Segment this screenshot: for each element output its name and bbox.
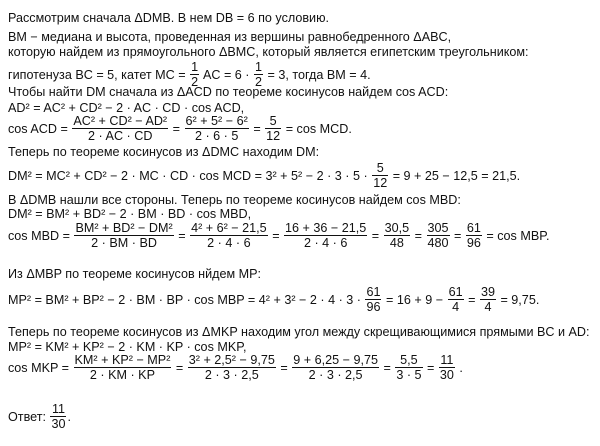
numerator: 61 (466, 221, 481, 235)
equation-line-6: AD² = AC² + CD² − 2 · AC · CD · cos ACD, (8, 101, 245, 115)
equation-line-14 (8, 287, 539, 314)
text-fragment: = (172, 121, 180, 136)
denominator: 12 (373, 176, 388, 190)
numerator: 5,5 (395, 354, 422, 368)
text-fragment: = (383, 360, 391, 375)
text-fragment: гипотенуза BC = 5, катет MC = (8, 67, 186, 82)
text-fragment: MP² = BM² + BP² − 2 · BM · BP · cos MBP = 4² + 3² − 2 · 4 · 3 · (8, 292, 361, 307)
numerator: 39 (480, 285, 495, 299)
numerator: 30,5 (384, 221, 410, 235)
text-fragment: = 16 + 9 − (385, 292, 444, 307)
equation-line-16: MP² = KM² + KP² − 2 · KM · KP · cos MKP, (8, 340, 247, 354)
numerator: 3² + 2,5² − 9,75 (188, 353, 275, 367)
text-fragment: = 9,75. (500, 292, 540, 307)
text-fragment: = 3, тогда BM = 4. (267, 67, 371, 82)
denominator: 2 · 4 · 6 (207, 236, 251, 250)
answer-line (8, 404, 71, 431)
denominator: 2 · 3 · 2,5 (308, 368, 363, 382)
fraction (365, 286, 381, 313)
fraction (265, 115, 281, 142)
denominator: 2 · AC · CD (88, 129, 153, 143)
numerator: 4² + 6² − 21,5 (191, 221, 267, 235)
text-fragment: = (414, 228, 423, 243)
denominator: 2 · KM · KP (89, 368, 155, 382)
text-fragment: = (175, 360, 184, 375)
numerator: 61 (366, 285, 381, 299)
text-fragment: DM² = MC² + CD² − 2 · MC · CD · cos MCD = 3² + 5² − 2 · 3 · 5 · (8, 168, 368, 183)
numerator: AC² + CD² − AD² (73, 114, 168, 128)
fraction (254, 61, 263, 88)
text-line-15: Теперь по теореме косинусов из ΔMKP находим угол между скрещивающимися прямыми BC и AD: (8, 325, 590, 339)
denominator: 4 (484, 300, 492, 314)
numerator: 1 (255, 60, 263, 74)
fraction (185, 115, 249, 142)
text-line-13: Из ΔMBP по теореме косинусов нйдем MP: (8, 267, 262, 281)
fraction (384, 222, 411, 249)
denominator: 2 (191, 75, 199, 89)
text-fragment: = (272, 228, 280, 243)
fraction (372, 162, 388, 189)
fraction (190, 61, 199, 88)
denominator: 2 · 4 · 6 (303, 236, 348, 250)
numerator: BM² + BD² − DM² (75, 221, 173, 235)
fraction (292, 354, 379, 381)
denominator: 96 (466, 236, 481, 250)
numerator: 61 (448, 285, 463, 299)
text-fragment: = cos MBP. (486, 228, 550, 243)
text-line-3: которую найдем из прямоугольного ΔBMC, который является египетским треугольником: (8, 45, 529, 59)
text-fragment: = (454, 228, 462, 243)
denominator: 2 · BM · BD (91, 236, 157, 250)
text-fragment: = 9 + 25 − 12,5 = 21,5. (392, 168, 521, 183)
numerator: 11 (51, 402, 66, 416)
numerator: 9 + 6,25 − 9,75 (293, 353, 378, 367)
fraction (284, 222, 367, 249)
numerator: 16 + 36 − 21,5 (285, 221, 367, 235)
denominator: 96 (366, 300, 381, 314)
text-fragment: = (253, 121, 261, 136)
numerator: 1 (191, 60, 199, 74)
denominator: 480 (427, 236, 449, 250)
text-fragment: cos MBD = (8, 228, 70, 243)
equation-line-17 (8, 355, 463, 382)
answer-label: Ответ: (8, 409, 46, 424)
numerator: 5 (372, 162, 388, 176)
numerator: 11 (440, 353, 454, 367)
text-fragment: = (280, 360, 288, 375)
answer-fraction (50, 403, 66, 430)
fraction (448, 286, 464, 313)
text-fragment: = cos MCD. (285, 121, 352, 136)
numerator: KM² + KP² − MP² (74, 353, 171, 367)
fraction (480, 286, 496, 313)
denominator: 2 · 3 · 2,5 (204, 368, 259, 382)
equation-line-12 (8, 223, 550, 250)
numerator: 305 (427, 221, 449, 235)
fraction (466, 222, 482, 249)
text-fragment: cos ACD = (8, 121, 68, 136)
text-fragment: = (178, 228, 186, 243)
fraction (74, 222, 173, 249)
text-fragment: = (427, 360, 435, 375)
denominator: 4 (452, 300, 460, 314)
text-fragment: cos MKP = (8, 360, 70, 375)
numerator: 6² + 5² − 6² (185, 114, 248, 128)
fraction (439, 354, 455, 381)
text-line-2: BM − медиана и высота, проведенная из вершины равнобедренного ΔABC, (8, 30, 452, 44)
fraction (188, 354, 276, 381)
numerator: 5 (265, 115, 281, 129)
text-line-10: В ΔDMB нашли все стороны. Теперь по теореме косинусов найдем cos MBD: (8, 193, 461, 207)
denominator: 3 · 5 (396, 368, 422, 382)
fraction (74, 354, 172, 381)
text-fragment: AC = 6 · (202, 67, 250, 82)
fraction (395, 354, 422, 381)
fraction (72, 115, 168, 142)
denominator: 30 (51, 417, 66, 431)
equation-line-9 (8, 163, 520, 190)
equation-line-11: DM² = BM² + BD² − 2 · BM · BD · cos MBD, (8, 207, 252, 221)
fraction (427, 222, 450, 249)
text-line-8: Теперь по теореме косинусов из ΔDMC находим DM: (8, 145, 320, 159)
denominator: 2 (255, 75, 263, 89)
text-fragment: = (468, 292, 476, 307)
denominator: 30 (439, 368, 454, 382)
text-line-5: Чтобы найти DM сначала из ΔACD по теореме косинусов найдем cos ACD: (8, 85, 449, 99)
denominator: 48 (389, 236, 404, 250)
fraction (190, 222, 268, 249)
text-fragment: . (67, 409, 71, 424)
text-fragment: = (371, 228, 380, 243)
text-line-1: Рассмотрим сначала ΔDMB. В нем DB = 6 по условию. (8, 11, 330, 25)
text-fragment: . (459, 360, 463, 375)
denominator: 12 (266, 129, 281, 143)
equation-line-7 (8, 116, 352, 143)
denominator: 2 · 6 · 5 (194, 129, 239, 143)
